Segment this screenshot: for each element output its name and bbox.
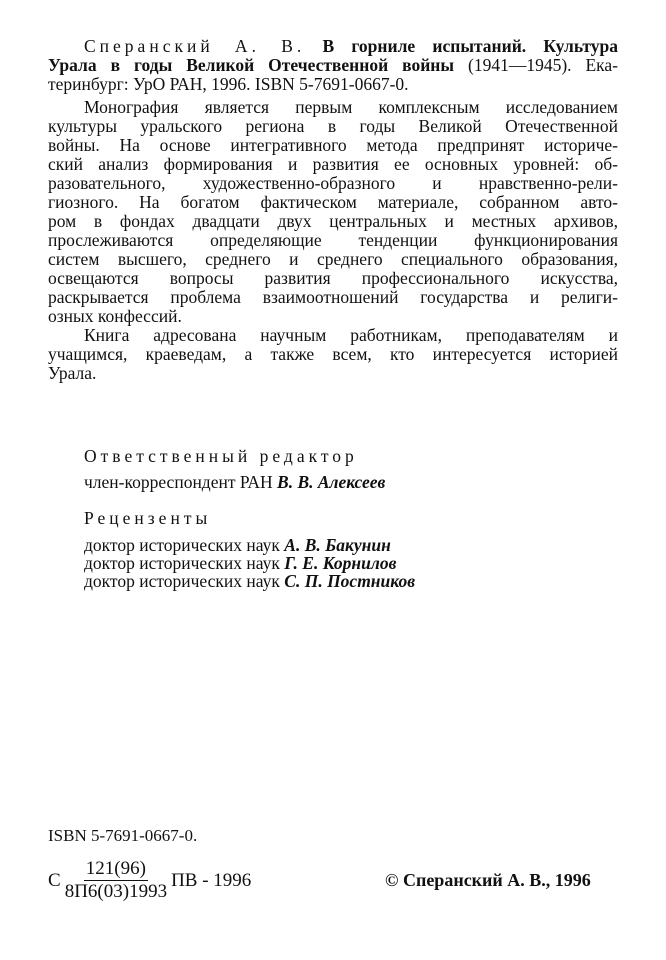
reviewers-heading: Рецензенты (84, 508, 212, 528)
bib-text: (1941—1945). Ека- (454, 55, 618, 75)
title-part: В горниле испытаний. Культура (305, 36, 618, 56)
code-numerator: 121(96) (85, 858, 146, 879)
title-part: Урала в годы Великой Отечественной войны (48, 55, 455, 75)
copyright: © Сперанский А. В., 1996 (385, 870, 591, 890)
abstract-line: Книга адресована научным работникам, преподавателям и (84, 325, 618, 345)
abstract-line: освещаются вопросы развития профессионального искусства, (48, 268, 618, 288)
reviewer (84, 572, 415, 591)
code-denominator: 8П6(03)1993 (64, 881, 168, 902)
editor-name: В. В. Алексеев (277, 472, 386, 492)
bib-line-2 (48, 56, 618, 75)
classification-code (48, 858, 251, 903)
editor-heading: Ответственный редактор (84, 446, 358, 466)
reviewer-name: А. В. Бакунин (284, 535, 391, 555)
code-prefix: С (48, 869, 61, 891)
abstract-line: гиозного. На богатом фактическом материале, собранном авто- (48, 192, 618, 212)
abstract-line: ский анализ формирования и развития ее основных уровней: об- (48, 154, 618, 174)
reviewer-name: С. П. Постников (284, 571, 416, 591)
editor-title: член-корреспондент РАН (84, 472, 278, 492)
abstract-line: раскрывается проблема взаимоотношений государства и религи- (48, 287, 618, 307)
bibliographic-entry (48, 37, 618, 94)
code-suffix: ПВ - 1996 (171, 869, 252, 891)
isbn: ISBN 5-7691-0667-0. (48, 826, 198, 845)
abstract (48, 98, 618, 383)
abstract-line: Монография является первым комплексным исследованием (84, 97, 618, 117)
abstract-line: разовательного, художественно-образного и нравственно-рели- (48, 173, 618, 193)
abstract-line: культуры уральского региона в годы Великой Отечественной (48, 116, 618, 136)
code-fraction (63, 858, 169, 903)
abstract-line: озных конфессий. (48, 306, 182, 326)
editor-line (84, 473, 385, 492)
reviewer-title: доктор исторических наук (84, 535, 285, 555)
abstract-line: войны. На основе интегративного метода предпринят историче- (48, 135, 618, 155)
bib-line-3 (48, 75, 618, 94)
abstract-line: ром в фондах двадцати двух центральных и местных архивов, (48, 211, 618, 231)
bib-line-1 (48, 37, 618, 56)
bib-text: теринбург: УрО РАН, 1996. ISBN 5-7691-0667-0. (48, 74, 409, 94)
abstract-line: систем высшего, среднего и среднего специального образования, (48, 249, 618, 269)
reviewer-title: доктор исторических наук (84, 571, 285, 591)
abstract-line: прослеживаются определяющие тенденции функционирования (48, 230, 618, 250)
reviewer-name: Г. Е. Корнилов (284, 553, 397, 573)
abstract-line: учащимся, краеведам, а также всем, кто интересуется историей (48, 344, 618, 364)
author: Сперанский А. В. (84, 36, 306, 56)
abstract-line: Урала. (48, 363, 97, 383)
reviewer-title: доктор исторических наук (84, 553, 285, 573)
